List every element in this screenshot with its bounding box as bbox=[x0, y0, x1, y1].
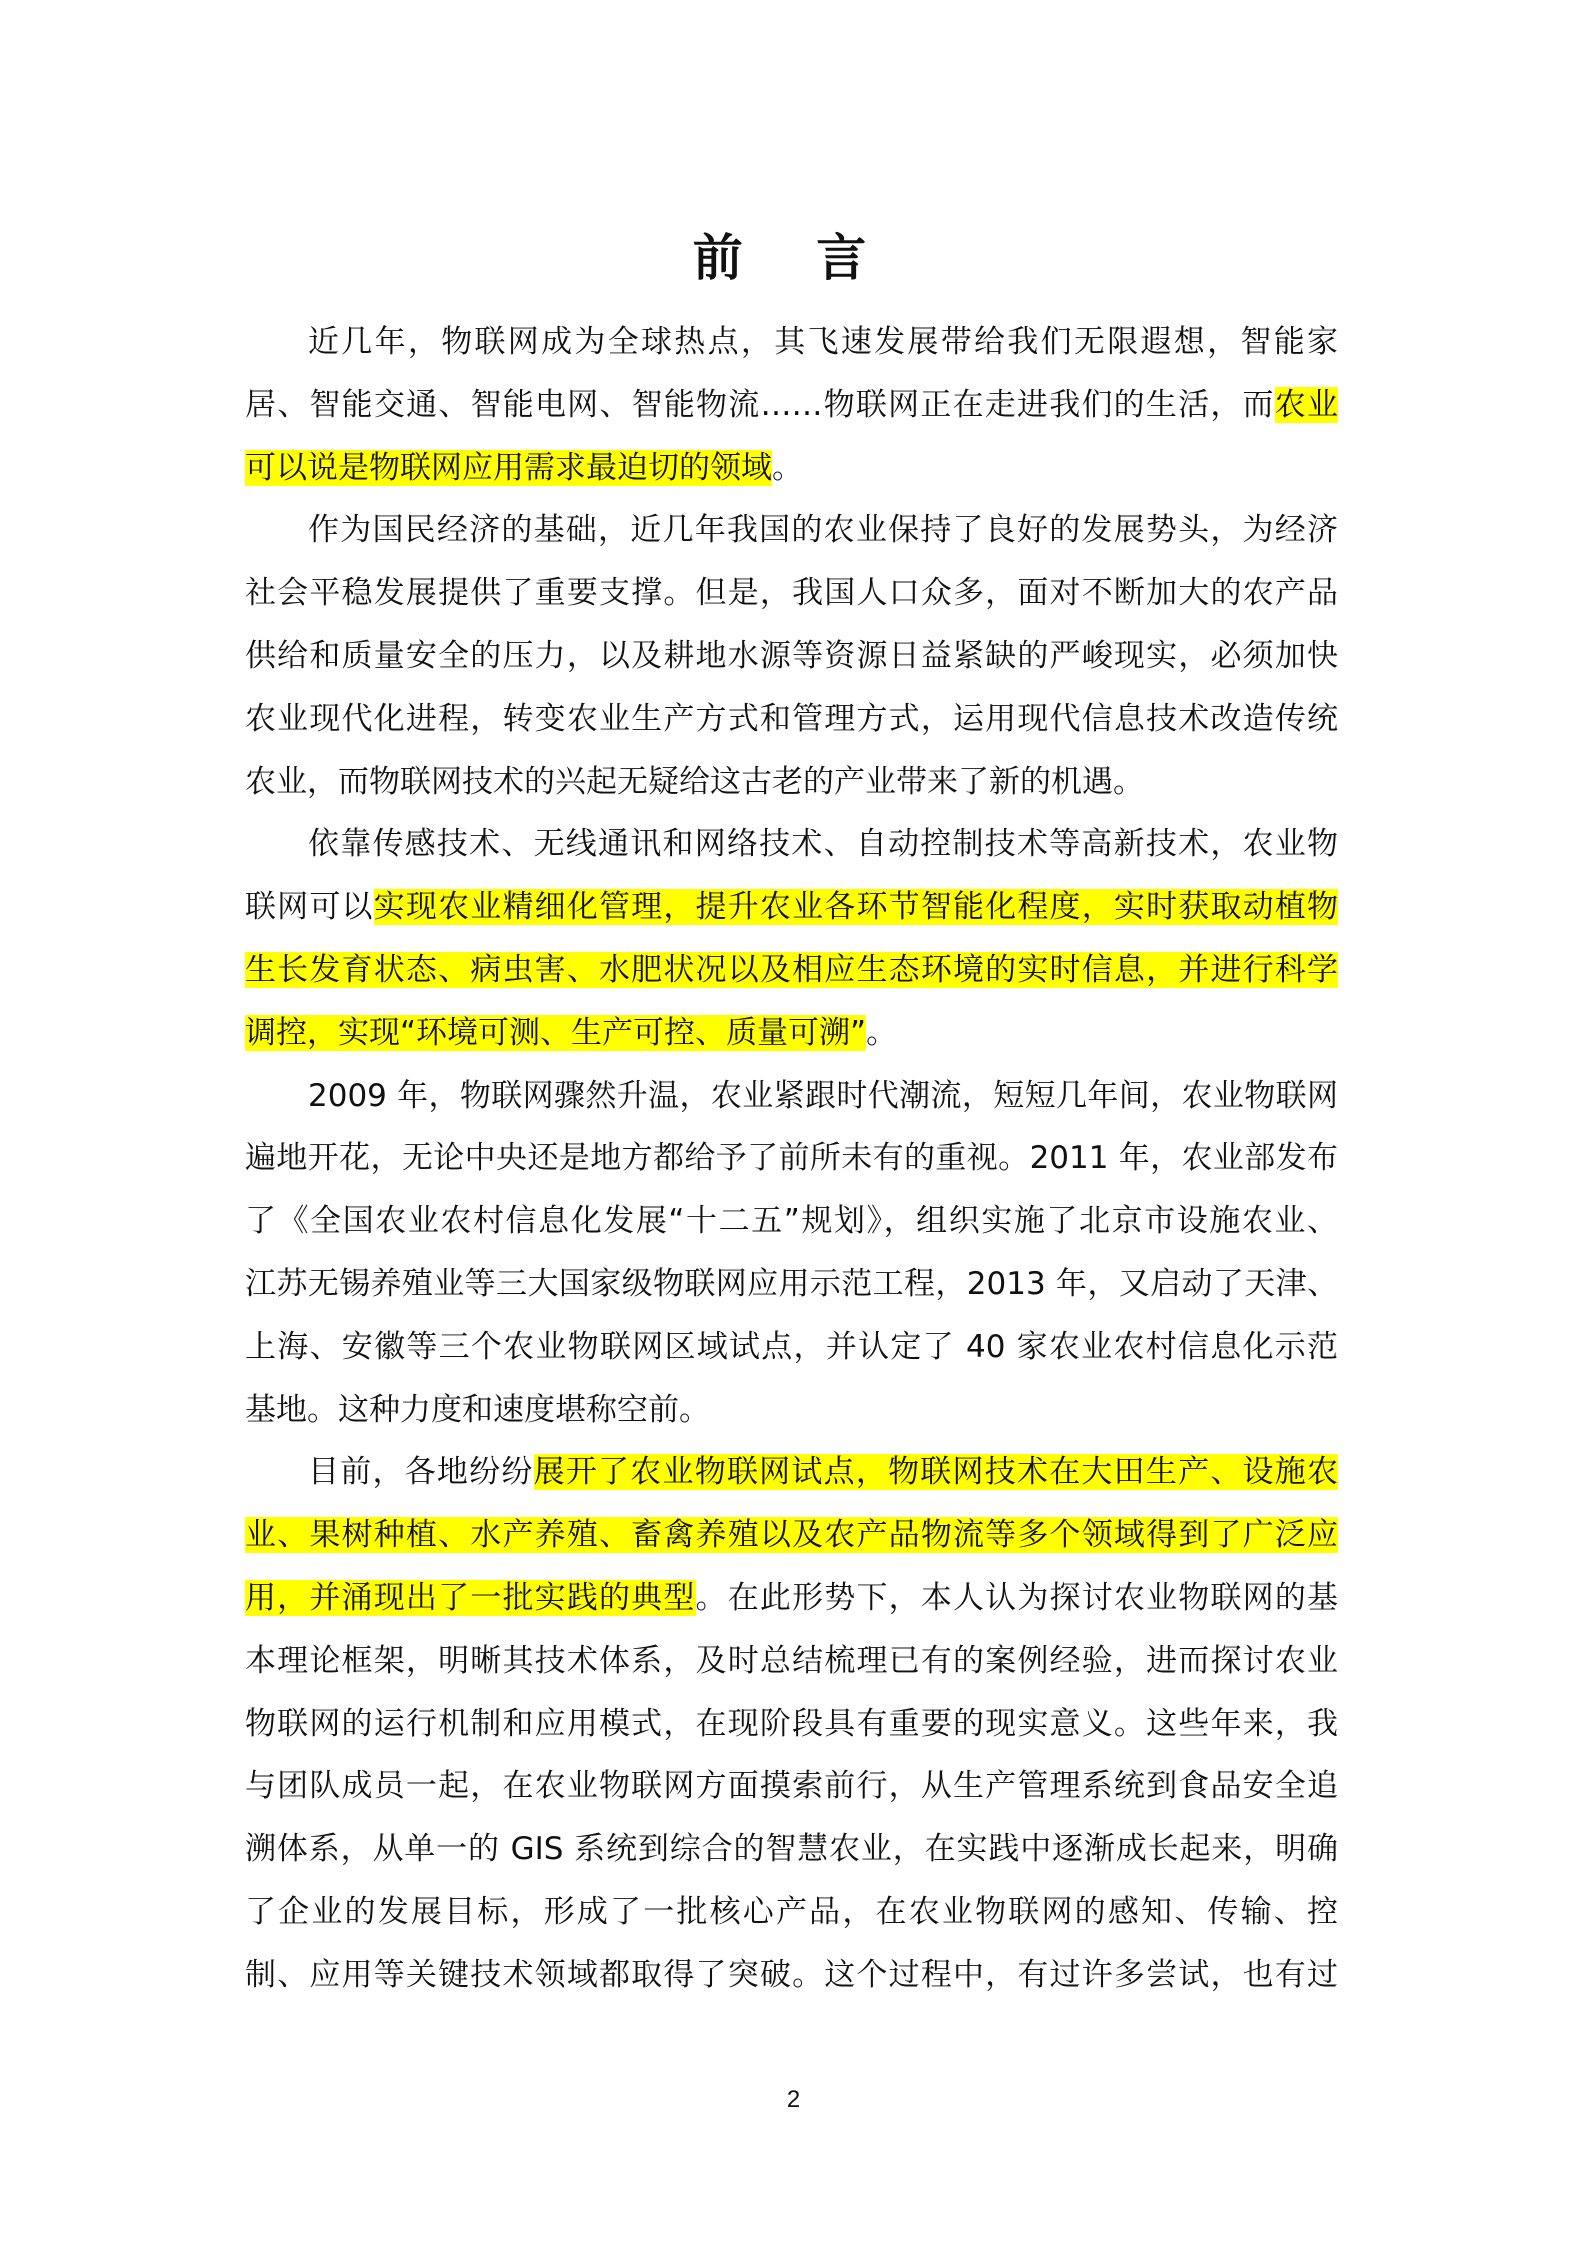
paragraph-line bbox=[245, 1386, 1338, 1434]
text-segment: 溯体系，从单一的 GIS 系统到综合的智慧农业，在实践中逐渐成长起来，明确 bbox=[245, 1831, 1338, 1868]
highlighted-text: 农业 bbox=[1274, 386, 1338, 423]
paragraph-line bbox=[245, 1825, 1338, 1873]
text-segment: 。在此形势下，本人认为探讨农业物联网的基 bbox=[695, 1580, 1338, 1616]
paragraph-line bbox=[245, 381, 1338, 429]
text-segment: 。 bbox=[772, 449, 803, 486]
text-segment: 。 bbox=[866, 1014, 898, 1051]
highlighted-text: 调控，实现“环境可测、生产可控、质量可溯” bbox=[245, 1014, 867, 1051]
paragraph-first-line bbox=[308, 506, 1338, 554]
paragraph-line bbox=[245, 632, 1338, 680]
text-segment: 本理论框架，明晰其技术体系，及时总结梳理已有的案例经验，进而探讨农业 bbox=[245, 1642, 1338, 1679]
paragraph-line bbox=[245, 946, 1338, 994]
paragraph-line bbox=[245, 758, 1338, 806]
text-segment: 农业，而物联网技术的兴起无疑给这古老的产业带来了新的机遇。 bbox=[245, 763, 1144, 800]
text-segment: 居、智能交通、智能电网、智能物流……物联网正在走进我们的生活，而 bbox=[245, 386, 1275, 423]
highlighted-text: 生长发育状态、病虫害、水肥状况以及相应生态环境的实时信息，并进行科学 bbox=[245, 952, 1338, 988]
highlighted-text: 实现农业精细化管理，提升农业各环节智能化程度，实时获取动植物 bbox=[373, 889, 1339, 926]
text-segment: 了企业的发展目标，形成了一批核心产品，在农业物联网的感知、传输、控 bbox=[245, 1894, 1338, 1930]
paragraph-first-line bbox=[308, 820, 1338, 868]
highlighted-text: 业、果树种植、水产养殖、畜禽养殖以及农产品物流等多个领域得到了广泛应 bbox=[245, 1517, 1338, 1554]
text-segment: 江苏无锡养殖业等三大国家级物联网应用示范工程，2013 年，又启动了天津、 bbox=[245, 1266, 1338, 1302]
highlighted-text: 展开了农业物联网试点，物联网技术在大田生产、设施农 bbox=[533, 1454, 1339, 1491]
text-segment: 近几年，物联网成为全球热点，其飞速发展带给我们无限遐想，智能家 bbox=[308, 324, 1338, 360]
page-number: 2 bbox=[786, 2086, 801, 2113]
text-segment: 2009 年，物联网骤然升温，农业紧跟时代潮流，短短几年间，农业物联网 bbox=[308, 1077, 1338, 1114]
text-segment: 物联网的运行机制和应用模式，在现阶段具有重要的现实意义。这些年来，我 bbox=[245, 1705, 1338, 1742]
text-segment: 社会平稳发展提供了重要支撑。但是，我国人口众多，面对不断加大的农产品 bbox=[245, 575, 1338, 612]
paragraph-first-line bbox=[308, 318, 1338, 366]
paragraph-line bbox=[245, 1762, 1338, 1810]
paragraph-line bbox=[245, 1637, 1338, 1685]
text-segment: 农业现代化进程，转变农业生产方式和管理方式，运用现代信息技术改造传统 bbox=[245, 700, 1338, 737]
paragraph-line bbox=[245, 1574, 1338, 1622]
text-segment: 目前，各地纷纷 bbox=[308, 1454, 534, 1491]
paragraph-line bbox=[245, 1134, 1338, 1182]
text-segment: 与团队成员一起，在农业物联网方面摸索前行，从生产管理系统到食品安全追 bbox=[245, 1768, 1338, 1805]
text-segment: 制、应用等关键技术领域都取得了突破。这个过程中，有过许多尝试，也有过 bbox=[245, 1956, 1338, 1993]
paragraph-line bbox=[245, 1700, 1338, 1748]
paragraph-line bbox=[245, 1511, 1338, 1559]
paragraph-line bbox=[245, 1197, 1338, 1245]
paragraph-line bbox=[245, 1323, 1338, 1371]
paragraph-line bbox=[245, 1009, 1338, 1057]
highlighted-text: 可以说是物联网应用需求最迫切的领域 bbox=[245, 449, 772, 486]
paragraph-line bbox=[245, 695, 1338, 743]
text-segment: 遍地开花，无论中央还是地方都给予了前所未有的重视。2011 年，农业部发布 bbox=[245, 1140, 1338, 1177]
text-segment: 了《全国农业农村信息化发展“十二五”规划》，组织实施了北京市设施农业、 bbox=[245, 1203, 1338, 1240]
paragraph-line bbox=[245, 883, 1338, 931]
paragraph-line bbox=[245, 1951, 1338, 1999]
paragraph-line bbox=[245, 569, 1338, 617]
paragraph-line bbox=[245, 444, 1338, 492]
text-segment: 依靠传感技术、无线通讯和网络技术、自动控制技术等高新技术，农业物 bbox=[308, 826, 1338, 863]
text-segment: 联网可以 bbox=[245, 889, 374, 926]
page-title: 前 言 bbox=[692, 228, 895, 287]
paragraph-first-line bbox=[308, 1448, 1338, 1496]
paragraph-first-line bbox=[308, 1072, 1338, 1120]
text-segment: 供给和质量安全的压力，以及耕地水源等资源日益紧缺的严峻现实，必须加快 bbox=[245, 638, 1338, 674]
paragraph-line bbox=[245, 1888, 1338, 1936]
highlighted-text: 用，并涌现出了一批实践的典型 bbox=[245, 1580, 696, 1616]
text-segment: 基地。这种力度和速度堪称空前。 bbox=[245, 1391, 710, 1428]
text-segment: 上海、安徽等三个农业物联网区域试点，并认定了 40 家农业农村信息化示范 bbox=[245, 1328, 1338, 1365]
paragraph-line bbox=[245, 1260, 1338, 1308]
text-segment: 作为国民经济的基础，近几年我国的农业保持了良好的发展势头，为经济 bbox=[308, 512, 1338, 549]
